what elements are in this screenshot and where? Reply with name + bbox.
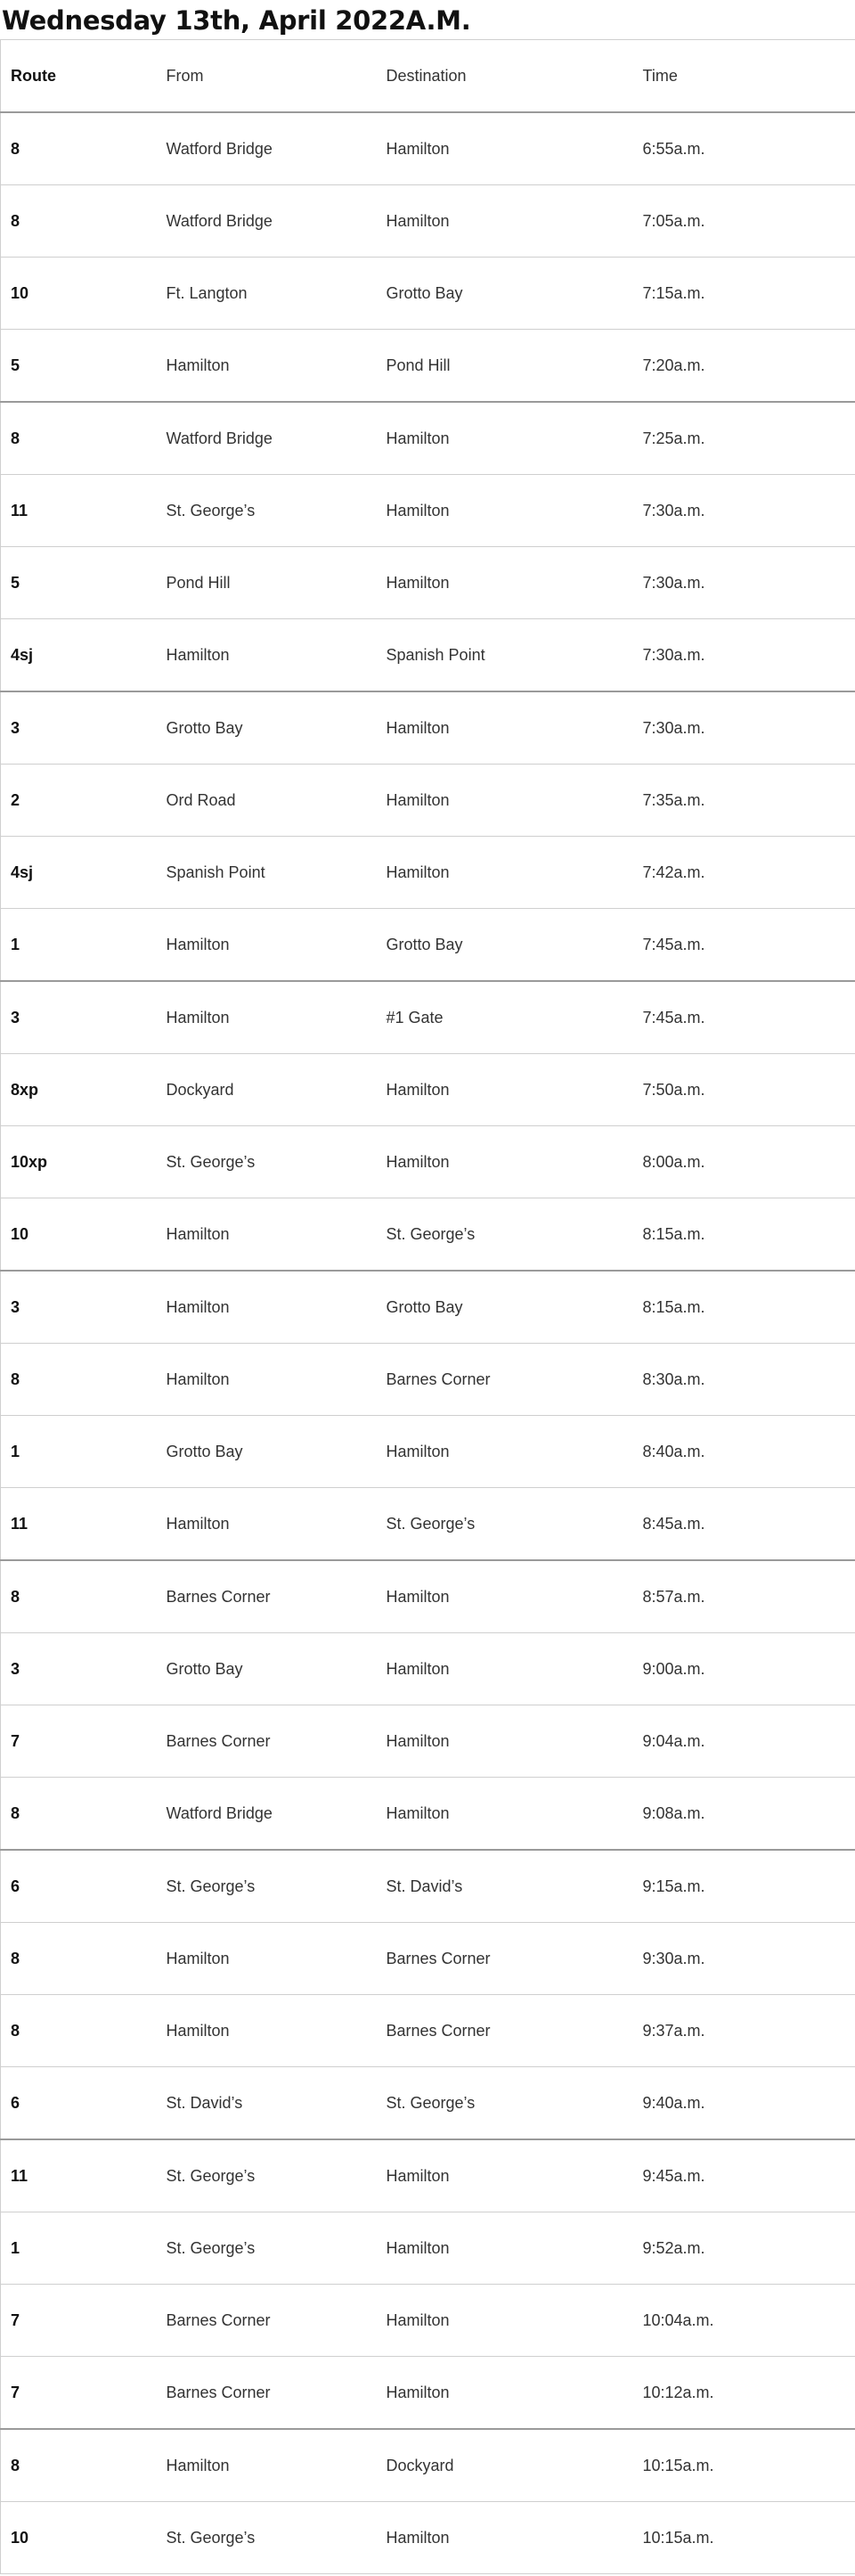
time-cell: 8:15a.m.: [633, 1198, 855, 1272]
route-cell: 8: [1, 1778, 157, 1851]
route-cell: 4sj: [1, 619, 157, 692]
destination-cell: Hamilton: [377, 2139, 633, 2212]
from-cell: Spanish Point: [157, 837, 377, 909]
time-cell: 9:30a.m.: [633, 1923, 855, 1995]
from-cell: Barnes Corner: [157, 2357, 377, 2430]
from-cell: St. George’s: [157, 2212, 377, 2285]
from-cell: Hamilton: [157, 1198, 377, 1272]
destination-cell: Grotto Bay: [377, 909, 633, 982]
table-row: [1, 981, 855, 1054]
time-cell: 9:08a.m.: [633, 1778, 855, 1851]
from-cell: Watford Bridge: [157, 402, 377, 475]
time-cell: 10:15a.m.: [633, 2429, 855, 2502]
route-cell: 8: [1, 185, 157, 258]
destination-cell: St. George’s: [377, 2067, 633, 2140]
time-cell: 10:15a.m.: [633, 2502, 855, 2574]
time-cell: 8:30a.m.: [633, 1344, 855, 1416]
destination-cell: Hamilton: [377, 1416, 633, 1488]
destination-cell: Barnes Corner: [377, 1995, 633, 2067]
destination-cell: Grotto Bay: [377, 258, 633, 330]
from-cell: Watford Bridge: [157, 112, 377, 185]
destination-cell: Hamilton: [377, 2502, 633, 2574]
route-cell: 10: [1, 2502, 157, 2574]
destination-cell: Hamilton: [377, 402, 633, 475]
from-cell: Barnes Corner: [157, 1560, 377, 1633]
route-cell: 5: [1, 547, 157, 619]
route-cell: 7: [1, 2285, 157, 2357]
column-header-route: Route: [1, 40, 157, 113]
table-row: [1, 2285, 855, 2357]
route-cell: 10xp: [1, 1126, 157, 1198]
table-row: [1, 765, 855, 837]
destination-cell: Hamilton: [377, 837, 633, 909]
route-cell: 8xp: [1, 1054, 157, 1126]
from-cell: St. George’s: [157, 2139, 377, 2212]
destination-cell: St. George’s: [377, 1198, 633, 1272]
table-row: [1, 2429, 855, 2502]
destination-cell: Hamilton: [377, 691, 633, 765]
destination-cell: Hamilton: [377, 1126, 633, 1198]
time-cell: 6:55a.m.: [633, 112, 855, 185]
table-row: [1, 1995, 855, 2067]
from-cell: St. George’s: [157, 1126, 377, 1198]
time-cell: 7:50a.m.: [633, 1054, 855, 1126]
time-cell: 9:04a.m.: [633, 1705, 855, 1778]
destination-cell: Hamilton: [377, 765, 633, 837]
destination-cell: Hamilton: [377, 1560, 633, 1633]
route-cell: 8: [1, 402, 157, 475]
destination-cell: Hamilton: [377, 2212, 633, 2285]
route-cell: 8: [1, 2429, 157, 2502]
time-cell: 8:57a.m.: [633, 1560, 855, 1633]
time-cell: 9:00a.m.: [633, 1633, 855, 1705]
table-row: [1, 2502, 855, 2574]
destination-cell: Pond Hill: [377, 330, 633, 403]
from-cell: Hamilton: [157, 619, 377, 692]
from-cell: Hamilton: [157, 1344, 377, 1416]
table-row: [1, 1923, 855, 1995]
time-cell: 8:15a.m.: [633, 1271, 855, 1344]
table-row: [1, 1416, 855, 1488]
time-cell: 9:52a.m.: [633, 2212, 855, 2285]
table-row: [1, 1778, 855, 1851]
from-cell: Watford Bridge: [157, 185, 377, 258]
route-cell: 6: [1, 2067, 157, 2140]
from-cell: Hamilton: [157, 909, 377, 982]
time-cell: 7:45a.m.: [633, 909, 855, 982]
time-cell: 9:45a.m.: [633, 2139, 855, 2212]
from-cell: Grotto Bay: [157, 1416, 377, 1488]
table-row: [1, 547, 855, 619]
destination-cell: Hamilton: [377, 112, 633, 185]
from-cell: Dockyard: [157, 1054, 377, 1126]
from-cell: Ft. Langton: [157, 258, 377, 330]
bus-schedule-table: [0, 39, 855, 2574]
time-cell: 7:05a.m.: [633, 185, 855, 258]
table-row: [1, 1271, 855, 1344]
destination-cell: St. David’s: [377, 1850, 633, 1923]
route-cell: 10: [1, 258, 157, 330]
table-row: [1, 1054, 855, 1126]
route-cell: 1: [1, 909, 157, 982]
table-row: [1, 2067, 855, 2140]
table-row: [1, 619, 855, 692]
route-cell: 8: [1, 112, 157, 185]
destination-cell: St. George’s: [377, 1488, 633, 1561]
destination-cell: Hamilton: [377, 1633, 633, 1705]
time-cell: 7:30a.m.: [633, 547, 855, 619]
table-row: [1, 2139, 855, 2212]
from-cell: St. George’s: [157, 1850, 377, 1923]
column-header-destination: Destination: [377, 40, 633, 113]
from-cell: St. George’s: [157, 2502, 377, 2574]
time-cell: 7:45a.m.: [633, 981, 855, 1054]
time-cell: 8:00a.m.: [633, 1126, 855, 1198]
route-cell: 8: [1, 1923, 157, 1995]
destination-cell: Grotto Bay: [377, 1271, 633, 1344]
route-cell: 3: [1, 1271, 157, 1344]
route-cell: 11: [1, 2139, 157, 2212]
route-cell: 11: [1, 1488, 157, 1561]
page-title: Wednesday 13th, April 2022A.M.: [2, 5, 471, 36]
table-row: [1, 1344, 855, 1416]
route-cell: 7: [1, 1705, 157, 1778]
route-cell: 10: [1, 1198, 157, 1272]
route-cell: 7: [1, 2357, 157, 2430]
route-cell: 8: [1, 1344, 157, 1416]
destination-cell: Hamilton: [377, 475, 633, 547]
destination-cell: Hamilton: [377, 1705, 633, 1778]
from-cell: Ord Road: [157, 765, 377, 837]
time-cell: 7:35a.m.: [633, 765, 855, 837]
route-cell: 3: [1, 691, 157, 765]
time-cell: 7:42a.m.: [633, 837, 855, 909]
from-cell: St. David’s: [157, 2067, 377, 2140]
route-cell: 2: [1, 765, 157, 837]
route-cell: 1: [1, 1416, 157, 1488]
destination-cell: #1 Gate: [377, 981, 633, 1054]
time-cell: 9:40a.m.: [633, 2067, 855, 2140]
destination-cell: Hamilton: [377, 1054, 633, 1126]
route-cell: 8: [1, 1560, 157, 1633]
from-cell: Hamilton: [157, 981, 377, 1054]
time-cell: 9:15a.m.: [633, 1850, 855, 1923]
route-cell: 5: [1, 330, 157, 403]
destination-cell: Barnes Corner: [377, 1923, 633, 1995]
from-cell: Hamilton: [157, 1488, 377, 1561]
schedule-body: [1, 112, 855, 2574]
destination-cell: Hamilton: [377, 2285, 633, 2357]
destination-cell: Hamilton: [377, 2357, 633, 2430]
time-cell: 8:40a.m.: [633, 1416, 855, 1488]
time-cell: 7:30a.m.: [633, 619, 855, 692]
from-cell: Hamilton: [157, 330, 377, 403]
route-cell: 3: [1, 981, 157, 1054]
table-row: [1, 330, 855, 403]
table-row: [1, 185, 855, 258]
table-row: [1, 475, 855, 547]
destination-cell: Barnes Corner: [377, 1344, 633, 1416]
time-cell: 10:04a.m.: [633, 2285, 855, 2357]
from-cell: Barnes Corner: [157, 1705, 377, 1778]
column-header-time: Time: [633, 40, 855, 113]
table-row: [1, 2212, 855, 2285]
from-cell: Barnes Corner: [157, 2285, 377, 2357]
from-cell: Grotto Bay: [157, 1633, 377, 1705]
from-cell: Grotto Bay: [157, 691, 377, 765]
time-cell: 7:25a.m.: [633, 402, 855, 475]
time-cell: 8:45a.m.: [633, 1488, 855, 1561]
route-cell: 8: [1, 1995, 157, 2067]
table-row: [1, 909, 855, 982]
time-cell: 7:30a.m.: [633, 475, 855, 547]
route-cell: 1: [1, 2212, 157, 2285]
table-row: [1, 112, 855, 185]
from-cell: St. George’s: [157, 475, 377, 547]
from-cell: Hamilton: [157, 1995, 377, 2067]
table-row: [1, 691, 855, 765]
from-cell: Hamilton: [157, 1271, 377, 1344]
destination-cell: Hamilton: [377, 185, 633, 258]
table-row: [1, 258, 855, 330]
time-cell: 7:30a.m.: [633, 691, 855, 765]
route-cell: 3: [1, 1633, 157, 1705]
table-row: [1, 1560, 855, 1633]
table-row: [1, 1488, 855, 1561]
table-row: [1, 1198, 855, 1272]
table-header-row: [1, 40, 855, 113]
time-cell: 9:37a.m.: [633, 1995, 855, 2067]
route-cell: 4sj: [1, 837, 157, 909]
table-row: [1, 1705, 855, 1778]
table-row: [1, 402, 855, 475]
from-cell: Pond Hill: [157, 547, 377, 619]
route-cell: 6: [1, 1850, 157, 1923]
table-row: [1, 2357, 855, 2430]
column-header-from: From: [157, 40, 377, 113]
table-row: [1, 1850, 855, 1923]
from-cell: Hamilton: [157, 2429, 377, 2502]
table-row: [1, 1126, 855, 1198]
route-cell: 11: [1, 475, 157, 547]
time-cell: 7:15a.m.: [633, 258, 855, 330]
destination-cell: Dockyard: [377, 2429, 633, 2502]
from-cell: Watford Bridge: [157, 1778, 377, 1851]
time-cell: 7:20a.m.: [633, 330, 855, 403]
table-row: [1, 837, 855, 909]
destination-cell: Hamilton: [377, 547, 633, 619]
from-cell: Hamilton: [157, 1923, 377, 1995]
destination-cell: Hamilton: [377, 1778, 633, 1851]
table-row: [1, 1633, 855, 1705]
destination-cell: Spanish Point: [377, 619, 633, 692]
time-cell: 10:12a.m.: [633, 2357, 855, 2430]
